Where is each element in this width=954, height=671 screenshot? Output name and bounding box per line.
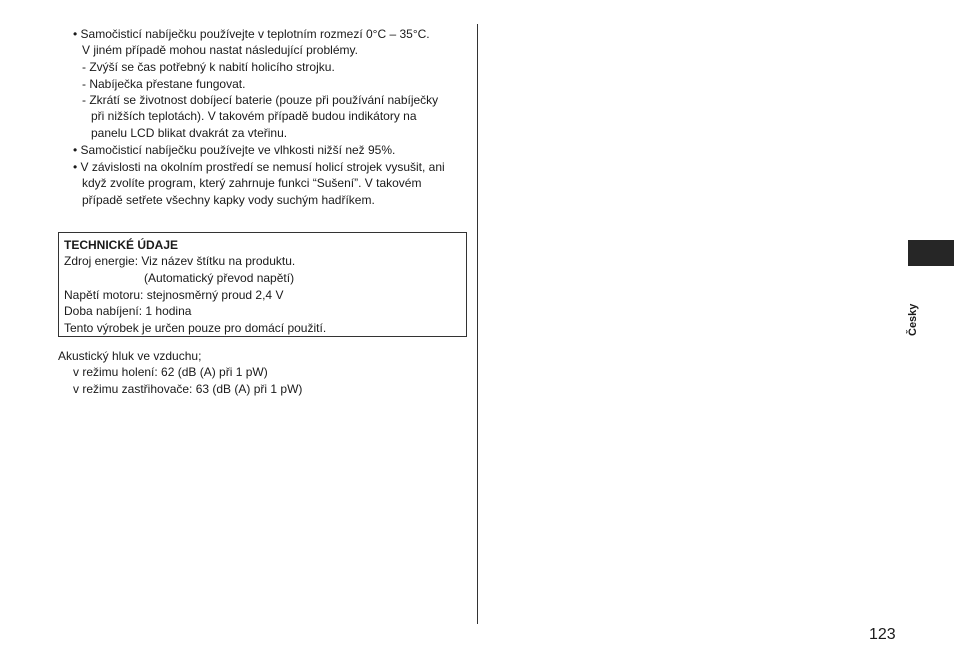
spec-household-use: Tento výrobek je určen pouze pro domácí použití. [64,321,327,335]
sub-item-battery-life-cont1: při nižších teplotách). V takovém případě budou indikátory na [91,109,417,123]
spec-power-source: Zdroj energie: Viz název štítku na produktu. [64,254,296,268]
noise-trimming: v režimu zastřihovače: 63 (dB (A) při 1 pW) [73,382,303,396]
noise-shaving: v režimu holení: 62 (dB (A) při 1 pW) [73,365,268,379]
bullet-humidity: • Samočisticí nabíječku používejte ve vlhkosti nižší než 95%. [73,143,396,157]
technical-specs-box [58,232,467,337]
bullet-drying-cont1: když zvolíte program, který zahrnuje funkci “Sušení”. V takovém [82,176,422,190]
column-divider [477,24,478,624]
sub-item-charger-stops: - Nabíječka přestane fungovat. [82,77,246,91]
language-tab [908,240,954,266]
sub-item-battery-life: - Zkrátí se životnost dobíjecí baterie (pouze při používání nabíječky [82,93,439,107]
sub-item-battery-life-cont2: panelu LCD blikat dvakrát za vteřinu. [91,126,288,140]
bullet-temperature-cont: V jiném případě mohou nastat následující problémy. [82,43,358,57]
bullet-drying: • V závislosti na okolním prostředí se nemusí holicí strojek vysušit, ani [73,160,445,174]
noise-title: Akustický hluk ve vzduchu; [58,349,202,363]
spec-charging-time: Doba nabíjení: 1 hodina [64,304,192,318]
spec-power-source-note: (Automatický převod napětí) [144,271,295,285]
bullet-temperature: • Samočisticí nabíječku používejte v teplotním rozmezí 0°C – 35°C. [73,27,430,41]
spec-motor-voltage: Napětí motoru: stejnosměrný proud 2,4 V [64,288,284,302]
page-number: 123 [869,626,896,643]
sub-item-charge-time: - Zvýší se čas potřebný k nabití holicího strojku. [82,60,335,74]
bullet-drying-cont2: případě setřete všechny kapky vody suchým hadříkem. [82,193,375,207]
language-tab-label: Česky [907,303,919,337]
specs-heading: TECHNICKÉ ÚDAJE [64,238,179,252]
